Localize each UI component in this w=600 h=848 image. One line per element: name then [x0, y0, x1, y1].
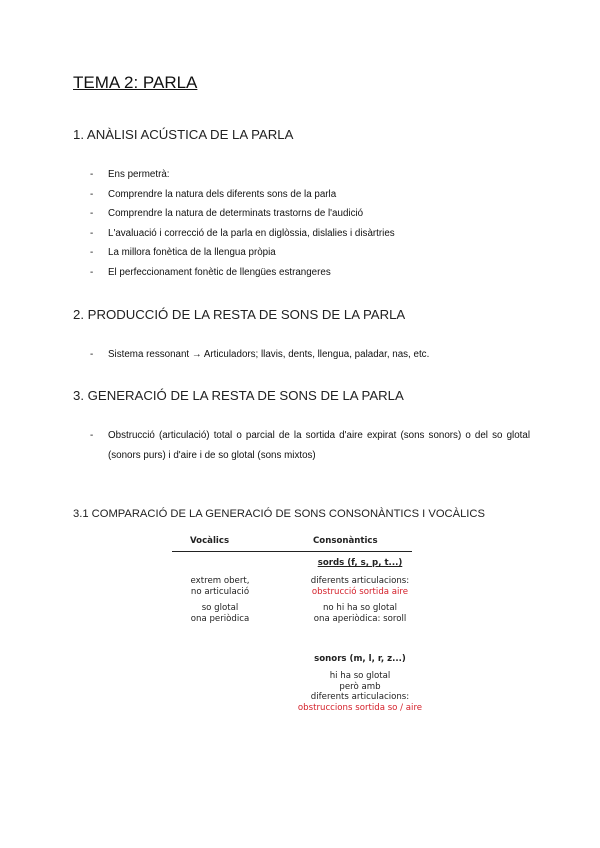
section-3-1-heading: 3.1 COMPARACIÓ DE LA GENERACIÓ DE SONS CONSONÀNTICS I VOCÀLICS — [73, 508, 485, 520]
sords-glottal: no hi ha so glotal ona aperiòdica: soroll — [313, 603, 407, 624]
list-item: - Comprendre la natura dels diferents sons de la parla — [90, 188, 337, 200]
section-3-heading: 3. GENERACIÓ DE LA RESTA DE SONS DE LA PARLA — [73, 388, 404, 403]
list-item: - Ens permetrà: — [90, 169, 170, 180]
sonors-heading: sonors (m, l, r, z...) — [314, 654, 406, 664]
list-item: - Obstrucció (articulació) total o parcial de la sortida d'aire expirat (sons sonors) o del so glotal (sonors purs) i d'aire i de so glotal (sons mixtos) — [90, 430, 530, 461]
header-rule — [172, 551, 412, 552]
vocalics-glottal: so glotal ona periòdica — [190, 603, 250, 624]
comparison-figure — [160, 530, 430, 720]
list-item: - L'avaluació i correcció de la parla en diglòssia, dislalies i disàrtries — [90, 227, 395, 239]
column-header-consonantics: Consonàntics — [313, 536, 378, 546]
list-item: - El perfeccionament fonètic de llengües estrangeres — [90, 266, 331, 278]
section-2-list — [90, 345, 429, 365]
vocalics-articulation: extrem obert, no articulació — [190, 576, 250, 597]
sonors-description: hi ha so glotal però amb diferents articulacions: obstruccions sortida so / aire — [297, 671, 423, 713]
section-1-list — [90, 165, 395, 282]
page-title: TEMA 2: PARLA — [73, 73, 198, 92]
sords-heading: sords (f, s, p, t...) — [317, 558, 403, 568]
list-item: - Sistema ressonant → Articuladors; llavis, dents, llengua, paladar, nas, etc. — [90, 349, 430, 360]
list-item: - La millora fonètica de la llengua pròpia — [90, 247, 276, 258]
column-header-vocalics: Vocàlics — [190, 536, 230, 546]
sords-articulation: diferents articulacions: obstrucció sortida aire — [310, 576, 410, 597]
section-2-heading: 2. PRODUCCIÓ DE LA RESTA DE SONS DE LA PARLA — [73, 307, 406, 322]
list-item: - Comprendre la natura de determinats trastorns de l'audició — [90, 208, 364, 219]
section-1-heading: 1. ANÀLISI ACÚSTICA DE LA PARLA — [73, 127, 294, 142]
